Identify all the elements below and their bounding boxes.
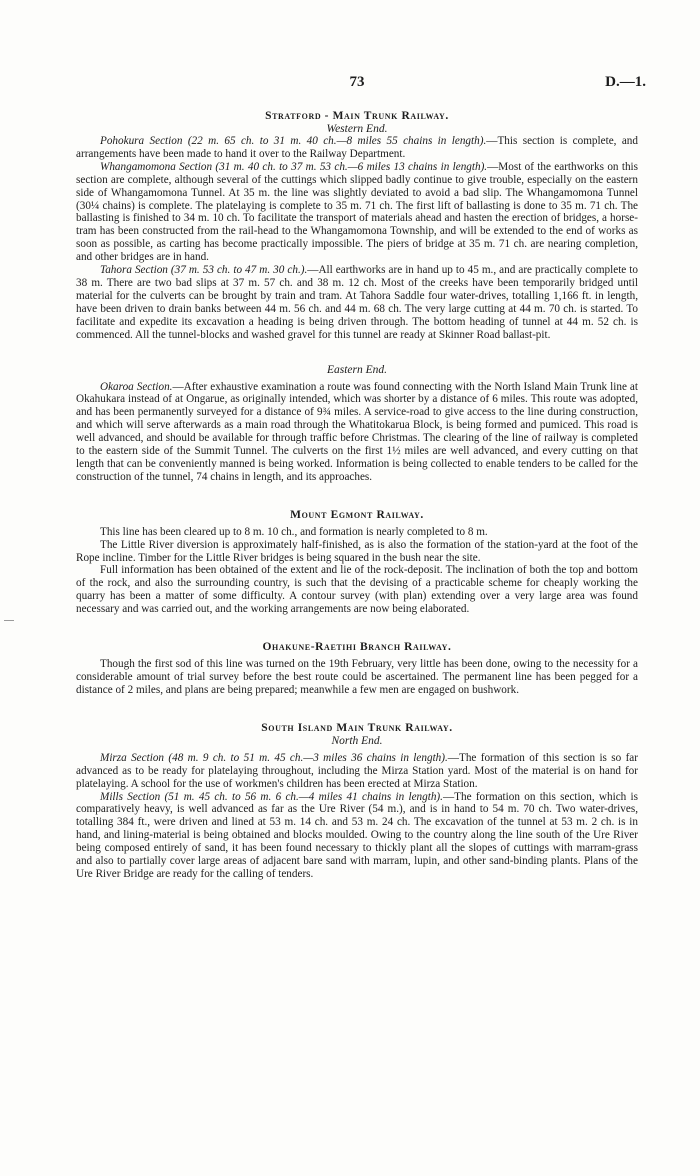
paragraph-text: The Little River diversion is approximately half-finished, as is also the formation of the station-yard at the foot of the Rope incline. Timber for the Little River bridges is being squared in the bush near the site.: [76, 538, 638, 564]
document-page: [76, 74, 646, 881]
paragraph: [76, 752, 638, 791]
paragraph-text: This line has been cleared up to 8 m. 10 ch., and formation is nearly completed to 8 m.: [100, 525, 488, 538]
paragraph: [76, 264, 638, 341]
page-header: [76, 74, 646, 96]
paragraph-text: —The formation on this section, which is comparatively heavy, is well advanced as far as the Ure River (54 m.), and is in hand to 54 m. 70 ch. Two water-drives, totalling 384 ft., were driven and lined at 53 m. 14 ch. and 53 m. 24 ch. The excavation of the tunnel at 53 m. 2 ch. is in hand, and lining-material is being obtained and blocks moulded. Owing to the country along the line south of the Ure River being composed entirely of sand, it has been found necessary to thickly plant all the slopes of cuttings with marram-grass and also to partially cover large areas of adjacent bare sand with marram, lupin, and other sand-binding plants. Plans of the Ure River Bridge are ready for the calling of tenders.: [76, 790, 639, 880]
paragraph-lead: Okaroa Section.: [100, 380, 173, 393]
paragraph: [76, 658, 638, 697]
paragraph-lead: Mirza Section (48 m. 9 ch. to 51 m. 45 ch.—3 miles 36 chains in length).: [100, 751, 448, 764]
paragraph: [76, 791, 638, 881]
paragraph: [76, 135, 638, 161]
paragraph: [76, 564, 638, 616]
paragraph-lead: Whangamomona Section (31 m. 40 ch. to 37 m. 53 ch.—6 miles 13 chains in length).: [100, 160, 488, 173]
paragraph: [76, 526, 638, 539]
section-title: South Island Main Trunk Railway.: [261, 721, 453, 734]
section-eastern-end: [76, 364, 638, 484]
paragraph: [76, 381, 638, 484]
paragraph-text: Though the first sod of this line was turned on the 19th February, very little has been done, owing to the necessity for a considerable amount of trial survey before the best route could be ascertained. The permanent line has been pegged for a distance of 2 miles, and plans are being prepared; meanwhile a few men are engaged on bushwork.: [76, 658, 638, 696]
section-stratford-main-trunk: [76, 110, 638, 342]
paragraph: [76, 539, 638, 565]
paragraph-text: —Most of the earthworks on this section are complete, although several of the cuttings which slipped badly continue to give trouble, especially on the eastern side of Whangamomona Tunnel. At 35 m. the line was slightly deviated to avoid a bad slip. The Whangamomona Tunnel (30¼ chains) is complete. The platelaying is complete to 35 m. 71 ch. The first lift of ballasting is done to 35 m. 71 ch. The ballasting is finished to 34 m. 10 ch. To facilitate the transport of materials ahead and hasten the erection of bridges, a horse-tram has been constructed from the rail-head to the Whangamomona Township, and will be extended to the end of works as soon as possible, as carting has become practically impossible. The piers of bridge at 35 m. 71 ch. are nearing completion, and other bridges are in hand.: [76, 160, 638, 264]
paragraph-lead: Tahora Section (37 m. 53 ch. to 47 m. 30 ch.).: [100, 264, 308, 277]
paragraph-text: —All earthworks are in hand up to 45 m., and are practically complete to 38 m. There are two bad slips at 37 m. 57 ch. and 38 m. 12 ch. Most of the creeks have been temporarily bridged until material for the culverts can be brought by train and tram. At Tahora Saddle four water-drives, totalling 1,166 ft. in length, have been driven to drain banks between 44 m. 56 ch. and 44 m. 68 ch. The very large cutting at 44 m. 70 ch. is started. To facilitate and expedite its excavation a heading is being driven through. The bottom heading of tunnel at 44 m. 52 ch. is commenced. All the tunnel-blocks and washed gravel for this tunnel are ready at Skinner Road ballast-pit.: [76, 264, 638, 341]
paragraph: [76, 161, 638, 264]
section-subtitle: North End.: [331, 734, 383, 747]
section-title: Mount Egmont Railway.: [290, 508, 424, 521]
paragraph-text: —After exhaustive examination a route was found connecting with the North Island Main Trunk line at Okahukara instead of at Ongarue, as originally intended, which was shorter by a distance of 6 miles. This route was adopted, and has been permanently surveyed for a distance of 9¾ miles. A service-road to give access to the line during construction, and which will serve afterwards as a main road through the Whatitokarua Block, is being formed and pumiced. This road is well advanced, and should be available for through traffic before Christmas. The clearing of the line of railway is completed to the eastern side of the Summit Tunnel. The culverts on the first 1½ miles are well advanced, and every cutting on that length that can be conveniently manned is being worked. Information is being collected to enable tenders to be called for the construction of the tunnel, 74 chains in length, and its approaches.: [76, 380, 638, 483]
margin-mark: [4, 620, 14, 621]
section-title: Stratford - Main Trunk Railway.: [265, 110, 449, 122]
section-subtitle: Eastern End.: [326, 363, 388, 376]
section-ohakune-raetihi: [76, 641, 638, 697]
section-title: Ohakune-Raetihi Branch Railway.: [262, 641, 452, 654]
paragraph-lead: Pohokura Section (22 m. 65 ch. to 31 m. 40 ch.—8 miles 55 chains in length).: [100, 135, 487, 147]
section-subtitle: Western End.: [326, 123, 388, 135]
page-number: 73: [349, 74, 365, 90]
paragraph-text: Full information has been obtained of the extent and lie of the rock-deposit. The inclination of both the top and bottom of the rock, and also the surrounding country, is such that the devising of a practicable scheme for cheaply working the quarry has been a matter of some difficulty. A contour survey (with plan) extending over a very large area was found necessary and was carried out, and the working arrangements are now being elaborated.: [76, 564, 638, 616]
paragraph-lead: Mills Section (51 m. 45 ch. to 56 m. 6 ch.—4 miles 41 chains in length).: [100, 790, 443, 803]
paragraph-text: —The formation of this section is so far advanced as to be ready for platelaying throughout, including the Mirza Station yard. Most of the material is on hand for platelaying. A school for the use of workmen's children has been erected at Mirza Station.: [76, 751, 638, 790]
document-reference: D.—1.: [605, 74, 646, 90]
section-south-island-main-trunk: [76, 722, 638, 881]
paragraph-text: —This section is complete, and arrangements have been made to hand it over to the Railway Department.: [76, 135, 638, 160]
section-mount-egmont: [76, 509, 638, 616]
